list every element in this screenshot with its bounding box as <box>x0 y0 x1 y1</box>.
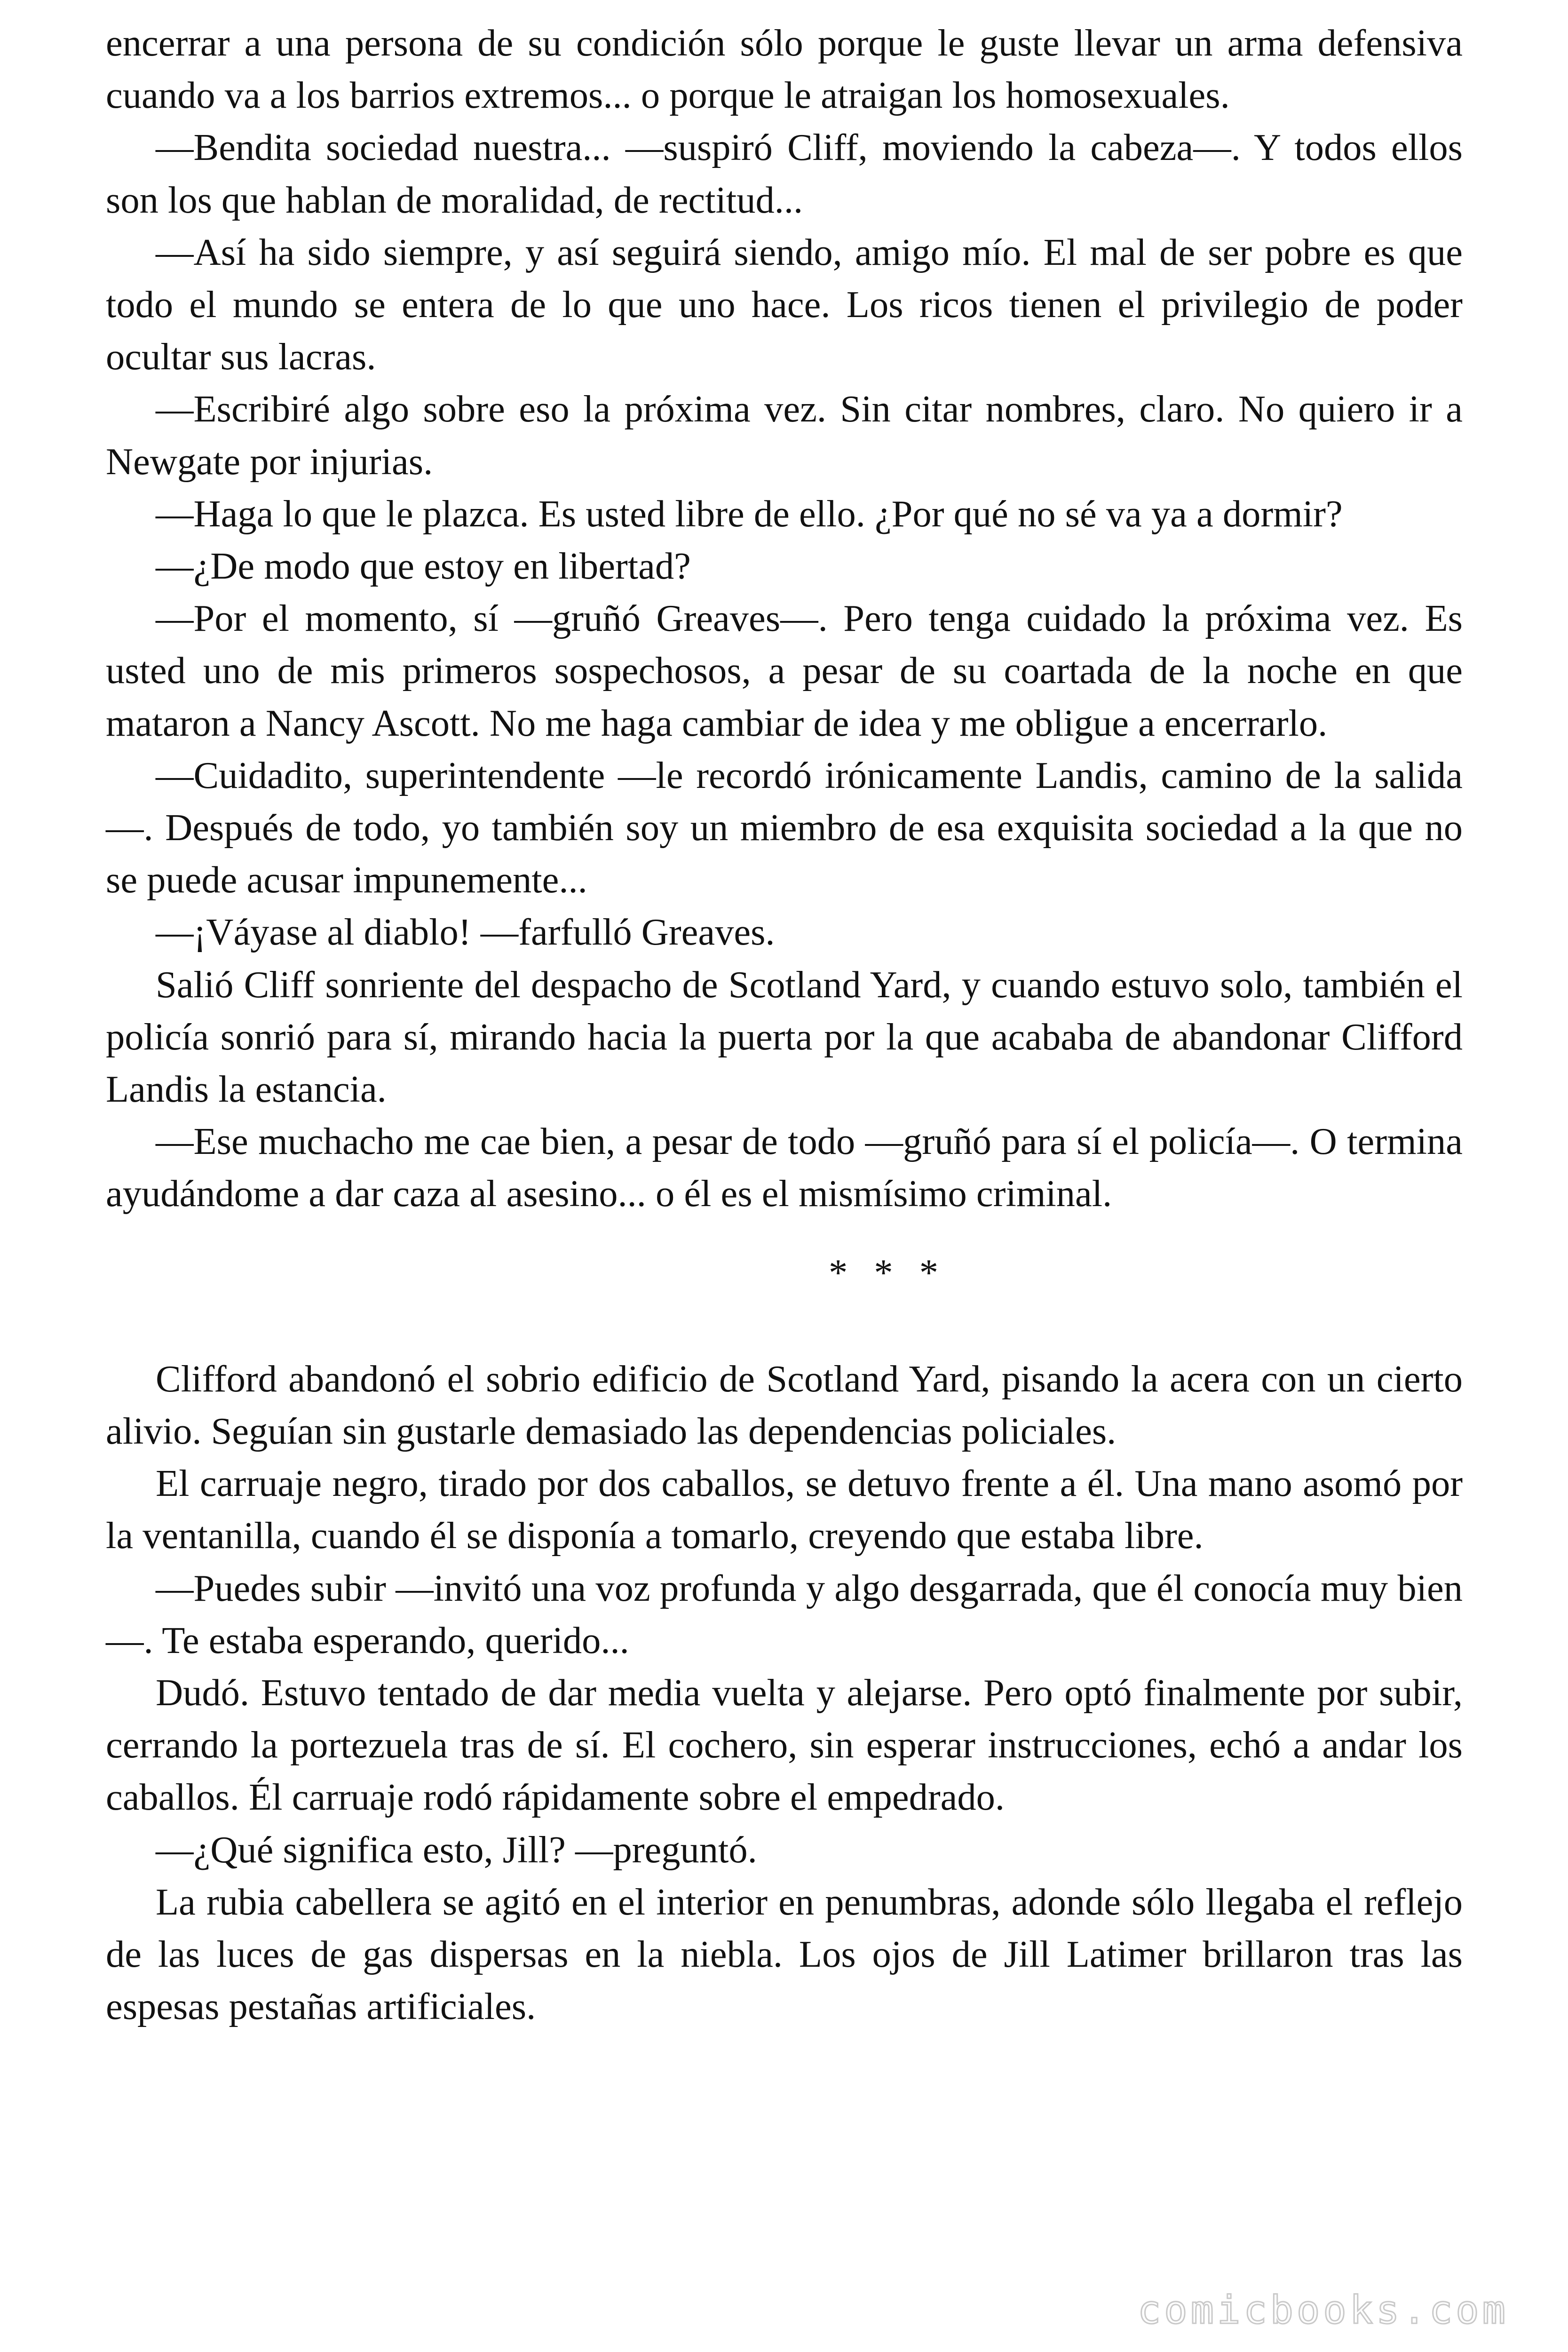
paragraph: —Bendita sociedad nuestra... —suspiró Cliff, moviendo la cabeza—. Y todos ellos son los que hablan de moralidad, de rectitud... <box>106 127 1463 221</box>
paragraph: —Haga lo que le plazca. Es usted libre de ello. ¿Por qué no sé va ya a dormir? <box>156 493 1343 535</box>
paragraph: —Puedes subir —invitó una voz profunda y algo desgarrada, que él conocía muy bien—. Te estaba esperando, querido... <box>106 1567 1463 1661</box>
paragraph: Salió Cliff sonriente del despacho de Scotland Yard, y cuando estuvo solo, también el policía sonrió para sí, mirando hacia la puerta por la que acababa de abandonar Clifford Landis la estancia. <box>106 963 1463 1111</box>
paragraph: —Cuidadito, superintendente —le recordó irónicamente Landis, camino de la salida—. Después de todo, yo también soy un miembro de esa exquisita sociedad a la que no se puede acusar impunemente... <box>106 754 1463 901</box>
paragraph: —Por el momento, sí —gruñó Greaves—. Pero tenga cuidado la próxima vez. Es usted uno de mis primeros sospechosos, a pesar de su coartada de la noche en que mataron a Nancy Ascott. No me haga cambiar de idea y me obligue a encerrarlo. <box>106 597 1463 744</box>
paragraph: —¿De modo que estoy en libertad? <box>156 545 691 588</box>
paragraph: —¡Váyase al diablo! —farfulló Greaves. <box>156 911 775 954</box>
paragraph: El carruaje negro, tirado por dos caballos, se detuvo frente a él. Una mano asomó por la ventanilla, cuando él se disponía a tomarlo, creyendo que estaba libre. <box>106 1462 1463 1557</box>
watermark: comicbooks.com <box>1137 2288 1509 2333</box>
section-separator: * * * <box>829 1251 947 1294</box>
paragraph: —Escribiré algo sobre eso la próxima vez. Sin citar nombres, claro. No quiero ir a Newgate por injurias. <box>106 388 1463 483</box>
paragraph: Clifford abandonó el sobrio edificio de Scotland Yard, pisando la acera con un cierto alivio. Seguían sin gustarle demasiado las dependencias policiales. <box>106 1358 1463 1453</box>
paragraph: encerrar a una persona de su condición sólo porque le guste llevar un arma defensiva cuando va a los barrios extremos... o porque le atraigan los homosexuales. <box>106 22 1463 117</box>
book-page <box>106 17 1463 2033</box>
paragraph: —Así ha sido siempre, y así seguirá siendo, amigo mío. El mal de ser pobre es que todo el mundo se entera de lo que uno hace. Los ricos tienen el privilegio de poder ocultar sus lacras. <box>106 231 1463 378</box>
paragraph: —¿Qué significa esto, Jill? —preguntó. <box>156 1828 757 1871</box>
paragraph: —Ese muchacho me cae bien, a pesar de todo —gruñó para sí el policía—. O termina ayudándome a dar caza al asesino... o él es el mismísimo criminal. <box>106 1120 1463 1215</box>
paragraph: Dudó. Estuvo tentado de dar media vuelta y alejarse. Pero optó finalmente por subir, cerrando la portezuela tras de sí. El cochero, sin esperar instrucciones, echó a andar los caballos. Él carruaje rodó rápidamente sobre el empedrado. <box>106 1672 1463 1819</box>
paragraph: La rubia cabellera se agitó en el interior en penumbras, adonde sólo llegaba el reflejo de las luces de gas dispersas en la niebla. Los ojos de Jill Latimer brillaron tras las espesas pestañas artificiales. <box>106 1881 1463 2028</box>
